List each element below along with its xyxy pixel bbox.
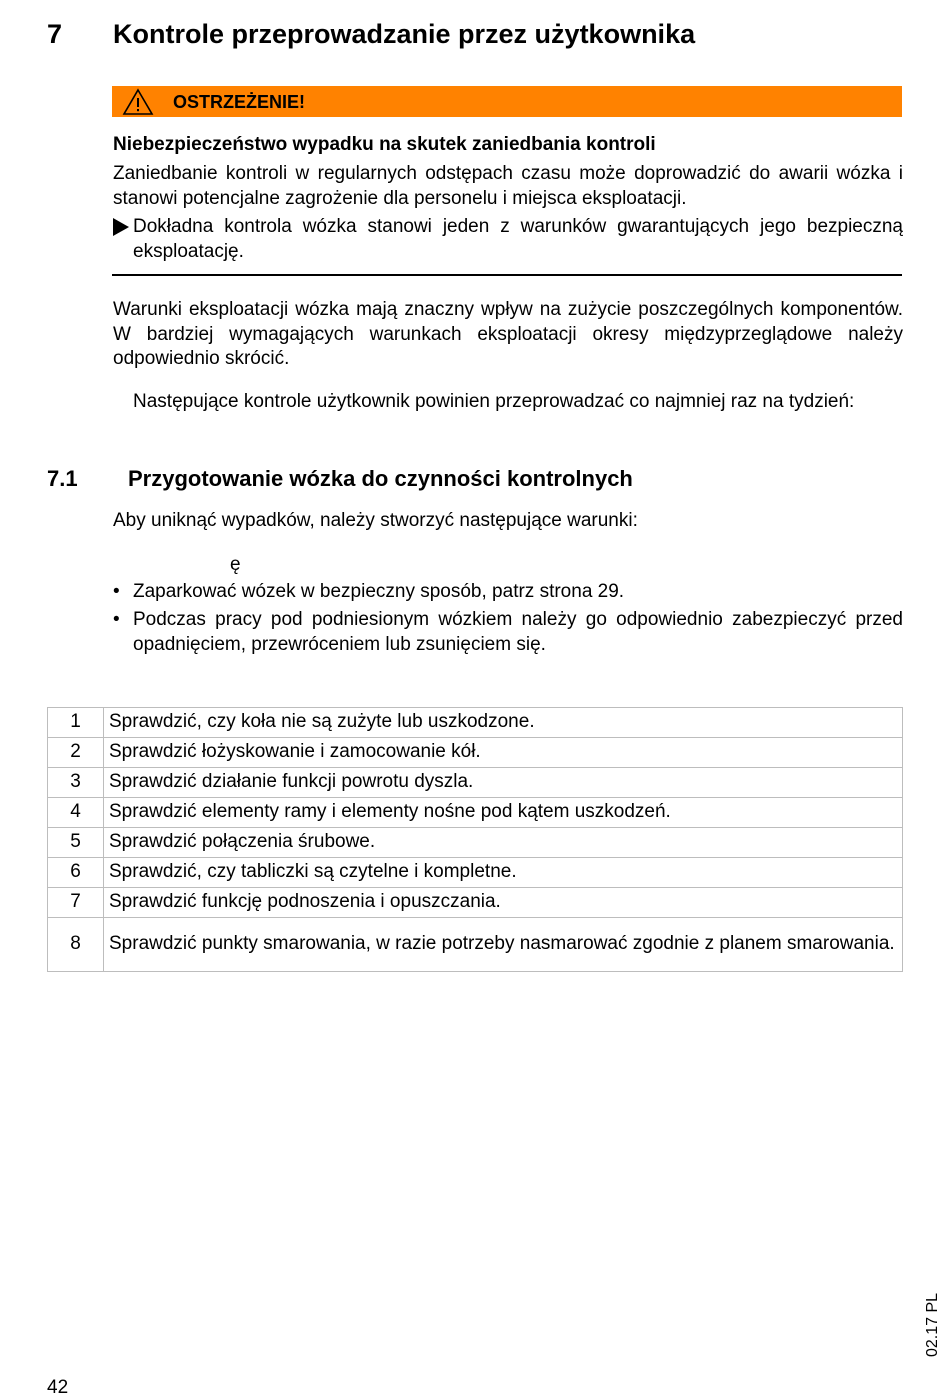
table-row (48, 888, 903, 918)
warning-banner (112, 86, 902, 117)
check-number: 1 (48, 708, 104, 738)
bullet-icon: • (113, 609, 120, 630)
check-number: 6 (48, 858, 104, 888)
stray-character: ę (230, 554, 241, 575)
check-number: 7 (48, 888, 104, 918)
check-text: Sprawdzić funkcję podnoszenia i opuszczania. (104, 888, 903, 918)
document-code-text: 02.17 PL (924, 1292, 941, 1358)
check-number: 8 (48, 918, 104, 972)
table-row (48, 798, 903, 828)
table-row (48, 828, 903, 858)
list-item-text: Zaparkować wózek w bezpieczny sposób, patrz strona 29. (133, 581, 625, 602)
document-code (921, 1290, 945, 1360)
chapter-number: 7 (47, 19, 63, 49)
intro-paragraph-weekly: Następujące kontrole użytkownik powinien przeprowadzać co najmniej raz na tydzień: (133, 391, 855, 412)
warning-body: Zaniedbanie kontroli w regularnych odstępach czasu może doprowadzić do awarii wózka i stanowi potencjalne zagrożenie dla personelu i miejsca eksploatacji. (113, 163, 903, 209)
section-title: Przygotowanie wózka do czynności kontrolnych (128, 466, 633, 491)
check-number: 4 (48, 798, 104, 828)
check-text: Sprawdzić, czy koła nie są zużyte lub uszkodzone. (104, 708, 903, 738)
section-lead: Aby uniknąć wypadków, należy stworzyć następujące warunki: (113, 510, 638, 531)
check-text: Sprawdzić punkty smarowania, w razie potrzeby nasmarować zgodnie z planem smarowania. (104, 918, 903, 972)
table-row (48, 708, 903, 738)
checks-table (47, 707, 903, 972)
intro-paragraph: Warunki eksploatacji wózka mają znaczny wpływ na zużycie poszczególnych komponentów. W bardziej wymagających warunkach eksploatacji okresy międzyprzeglądowe należy odpowiednio skrócić. (113, 299, 903, 369)
check-text: Sprawdzić łożyskowanie i zamocowanie kół. (104, 738, 903, 768)
check-number: 3 (48, 768, 104, 798)
check-number: 5 (48, 828, 104, 858)
list-item (113, 608, 903, 657)
table-row (48, 858, 903, 888)
check-text: Sprawdzić połączenia śrubowe. (104, 828, 903, 858)
warning-triangle-icon (122, 88, 154, 116)
table-row (48, 918, 903, 972)
chapter-title: Kontrole przeprowadzanie przez użytkownika (113, 19, 696, 49)
warning-instruction (113, 215, 903, 264)
check-text: Sprawdzić elementy ramy i elementy nośne pod kątem uszkodzeń. (104, 798, 903, 828)
warning-heading: Niebezpieczeństwo wypadku na skutek zaniedbania kontroli (113, 134, 656, 155)
warning-label: OSTRZEŻENIE! (173, 92, 306, 112)
warning-instruction-text: Dokładna kontrola wózka stanowi jeden z warunków gwarantujących jego bezpieczną eksploatację. (133, 216, 903, 262)
check-number: 2 (48, 738, 104, 768)
section-number: 7.1 (47, 466, 78, 491)
arrow-right-icon (113, 218, 129, 236)
list-item (113, 580, 903, 605)
page-number: 42 (47, 1377, 69, 1398)
check-text: Sprawdzić działanie funkcji powrotu dyszla. (104, 768, 903, 798)
warning-divider (112, 274, 902, 276)
check-text: Sprawdzić, czy tabliczki są czytelne i kompletne. (104, 858, 903, 888)
table-row (48, 768, 903, 798)
list-item-text: Podczas pracy pod podniesionym wózkiem należy go odpowiednio zabezpieczyć przed opadnięciem, przewróceniem lub zsunięciem się. (133, 609, 903, 655)
table-row (48, 738, 903, 768)
bullet-icon: • (113, 581, 120, 602)
